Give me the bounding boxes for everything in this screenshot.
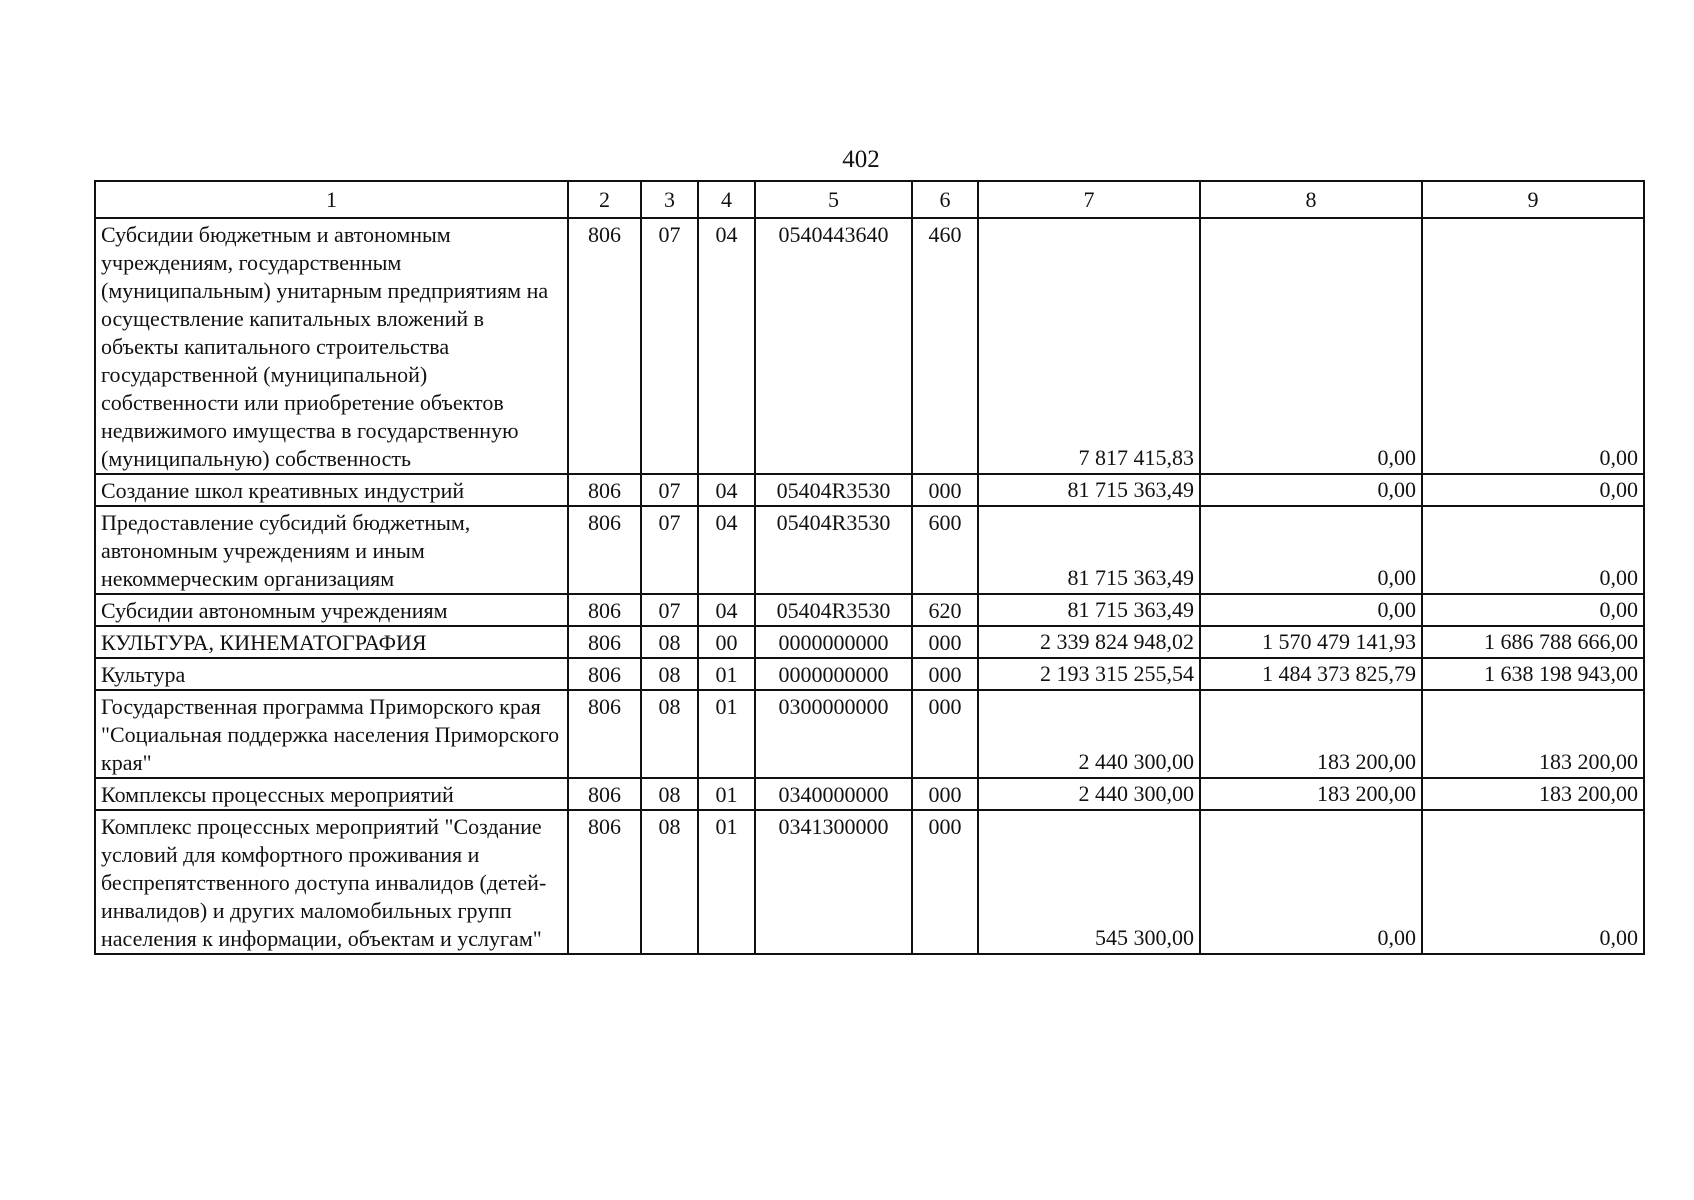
column-header: 6 (912, 181, 978, 218)
cell-code-5: 05404R3530 (755, 474, 912, 506)
cell-code-5: 0000000000 (755, 658, 912, 690)
cell-code-4: 01 (698, 690, 755, 778)
row-name: Предоставление субсидий бюджетным, автономным учреждениям и иным некоммерческим организациям (95, 506, 568, 594)
table-row (95, 594, 1644, 626)
cell-code-5: 05404R3530 (755, 506, 912, 594)
cell-amount-9: 0,00 (1422, 506, 1644, 594)
row-name: Субсидии бюджетным и автономным учреждениям, государственным (муниципальным) унитарным предприятиям на осуществление капитальных вложений в объекты капитального строительства государственной (муниципальной) собственности или приобретение объектов недвижимого имущества в государственную (муниципальную) собственность (95, 218, 568, 474)
budget-table (94, 180, 1645, 955)
cell-amount-7: 81 715 363,49 (978, 594, 1200, 626)
cell-code-6: 460 (912, 218, 978, 474)
cell-code-4: 01 (698, 778, 755, 810)
table-row (95, 690, 1644, 778)
table-row (95, 506, 1644, 594)
table-row (95, 218, 1644, 474)
column-header: 5 (755, 181, 912, 218)
table-header-row (95, 181, 1644, 218)
cell-code-6: 000 (912, 626, 978, 658)
cell-amount-9: 0,00 (1422, 474, 1644, 506)
row-name: Создание школ креативных индустрий (95, 474, 568, 506)
table-row (95, 810, 1644, 954)
cell-code-3: 08 (641, 626, 698, 658)
cell-code-5: 0341300000 (755, 810, 912, 954)
cell-amount-7: 2 193 315 255,54 (978, 658, 1200, 690)
cell-amount-8: 0,00 (1200, 218, 1422, 474)
cell-amount-7: 2 339 824 948,02 (978, 626, 1200, 658)
cell-code-2: 806 (568, 658, 641, 690)
row-name: Государственная программа Приморского края "Социальная поддержка населения Приморского края" (95, 690, 568, 778)
cell-code-2: 806 (568, 690, 641, 778)
cell-amount-7: 81 715 363,49 (978, 474, 1200, 506)
cell-code-5: 0000000000 (755, 626, 912, 658)
cell-code-4: 01 (698, 810, 755, 954)
table-row (95, 626, 1644, 658)
cell-code-3: 07 (641, 474, 698, 506)
cell-code-3: 07 (641, 506, 698, 594)
row-name: Комплекс процессных мероприятий "Создание условий для комфортного проживания и беспрепятственного доступа инвалидов (детей-инвалидов) и других маломобильных групп населения к информации, объектам и услугам" (95, 810, 568, 954)
cell-code-3: 08 (641, 778, 698, 810)
cell-code-3: 07 (641, 218, 698, 474)
cell-amount-7: 2 440 300,00 (978, 778, 1200, 810)
cell-amount-9: 0,00 (1422, 218, 1644, 474)
cell-amount-8: 0,00 (1200, 810, 1422, 954)
row-name: КУЛЬТУРА, КИНЕМАТОГРАФИЯ (95, 626, 568, 658)
cell-code-3: 07 (641, 594, 698, 626)
cell-code-3: 08 (641, 658, 698, 690)
column-header: 4 (698, 181, 755, 218)
cell-amount-9: 0,00 (1422, 810, 1644, 954)
cell-code-2: 806 (568, 810, 641, 954)
cell-code-4: 01 (698, 658, 755, 690)
cell-amount-8: 1 570 479 141,93 (1200, 626, 1422, 658)
cell-code-6: 000 (912, 658, 978, 690)
cell-code-4: 04 (698, 474, 755, 506)
cell-amount-8: 0,00 (1200, 594, 1422, 626)
table-row (95, 658, 1644, 690)
cell-code-5: 05404R3530 (755, 594, 912, 626)
column-header: 7 (978, 181, 1200, 218)
column-header: 8 (1200, 181, 1422, 218)
cell-amount-7: 7 817 415,83 (978, 218, 1200, 474)
cell-code-2: 806 (568, 218, 641, 474)
cell-code-4: 04 (698, 218, 755, 474)
cell-code-6: 600 (912, 506, 978, 594)
cell-code-2: 806 (568, 594, 641, 626)
cell-amount-9: 183 200,00 (1422, 690, 1644, 778)
cell-amount-7: 81 715 363,49 (978, 506, 1200, 594)
cell-code-2: 806 (568, 474, 641, 506)
cell-code-3: 08 (641, 810, 698, 954)
cell-code-3: 08 (641, 690, 698, 778)
cell-code-5: 0300000000 (755, 690, 912, 778)
cell-amount-9: 1 686 788 666,00 (1422, 626, 1644, 658)
table-row (95, 474, 1644, 506)
page-number: 402 (842, 146, 880, 173)
cell-code-5: 0340000000 (755, 778, 912, 810)
cell-code-2: 806 (568, 778, 641, 810)
cell-amount-7: 2 440 300,00 (978, 690, 1200, 778)
row-name: Комплексы процессных мероприятий (95, 778, 568, 810)
cell-code-5: 0540443640 (755, 218, 912, 474)
cell-amount-8: 1 484 373 825,79 (1200, 658, 1422, 690)
column-header: 1 (95, 181, 568, 218)
cell-amount-8: 183 200,00 (1200, 778, 1422, 810)
column-header: 2 (568, 181, 641, 218)
cell-amount-9: 1 638 198 943,00 (1422, 658, 1644, 690)
row-name: Субсидии автономным учреждениям (95, 594, 568, 626)
cell-code-2: 806 (568, 626, 641, 658)
cell-amount-9: 183 200,00 (1422, 778, 1644, 810)
column-header: 9 (1422, 181, 1644, 218)
cell-code-6: 000 (912, 810, 978, 954)
cell-amount-8: 0,00 (1200, 506, 1422, 594)
cell-code-6: 000 (912, 474, 978, 506)
cell-amount-8: 0,00 (1200, 474, 1422, 506)
table-row (95, 778, 1644, 810)
column-header: 3 (641, 181, 698, 218)
cell-amount-7: 545 300,00 (978, 810, 1200, 954)
cell-amount-9: 0,00 (1422, 594, 1644, 626)
cell-code-6: 620 (912, 594, 978, 626)
cell-code-6: 000 (912, 778, 978, 810)
cell-code-2: 806 (568, 506, 641, 594)
cell-code-4: 00 (698, 626, 755, 658)
cell-code-6: 000 (912, 690, 978, 778)
cell-amount-8: 183 200,00 (1200, 690, 1422, 778)
cell-code-4: 04 (698, 506, 755, 594)
cell-code-4: 04 (698, 594, 755, 626)
row-name: Культура (95, 658, 568, 690)
